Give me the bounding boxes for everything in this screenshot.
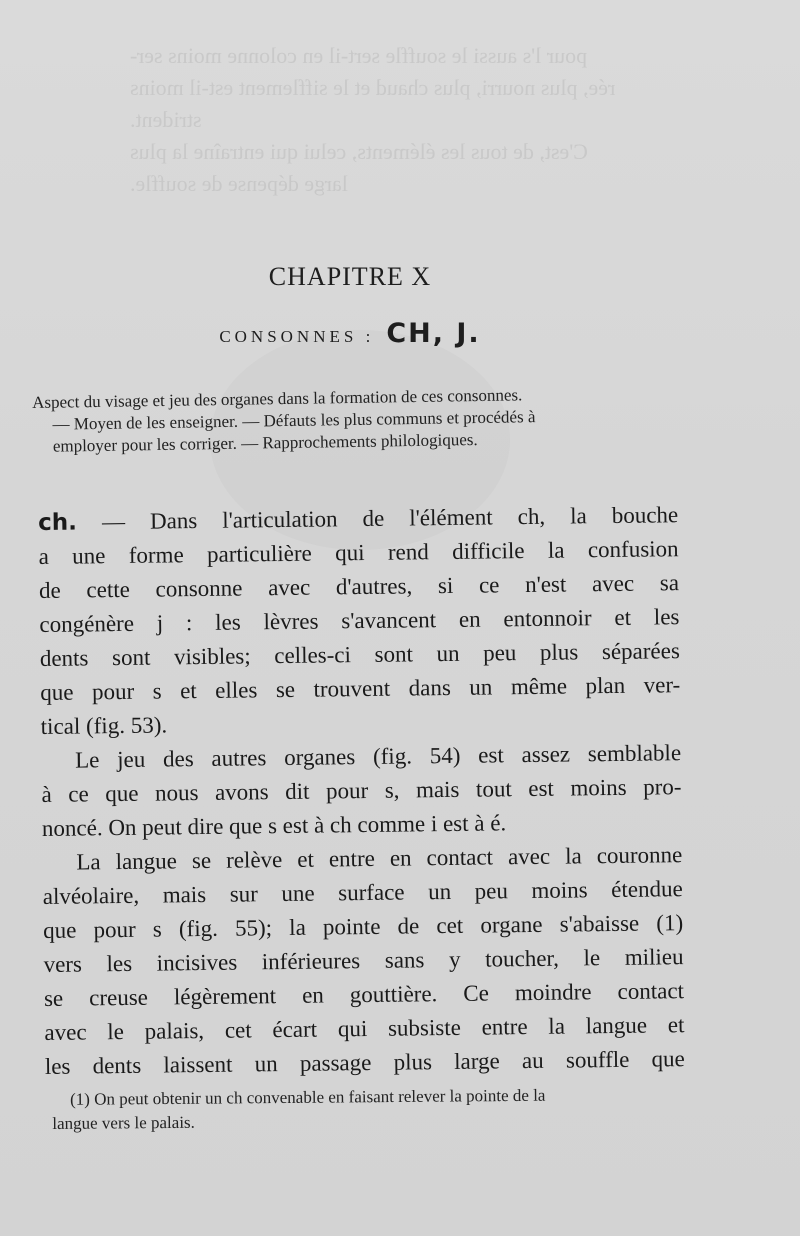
subtitle-letters: CH, J.: [386, 318, 481, 349]
subtitle-label: CONSONNES :: [219, 327, 375, 346]
lead-word: ch.: [38, 509, 78, 536]
chapter-title: CHAPITRE X: [268, 262, 432, 291]
chapter-summary: [32, 382, 683, 458]
body-line: les dents laissent un passage plus large au souffle que: [44, 1046, 685, 1079]
summary-line: employer pour les corriger. — Rapprochements philologiques.: [52, 430, 478, 456]
body-line: avec le palais, cet écart qui subsiste entre la langue et: [44, 1012, 685, 1045]
body-line: tical (fig. 53).: [40, 712, 168, 739]
body-line: se creuse légèrement en gouttière. Ce moindre contact: [43, 978, 685, 1011]
body-line: de cette consonne avec d'autres, si ce n'est avec sa: [38, 570, 680, 603]
body-line: que pour s (fig. 55); la pointe de cet organe s'abaisse (1): [43, 910, 684, 943]
body-line: noncé. On peut dire que s est à ch comme i est à é.: [41, 810, 507, 841]
summary-line: — Moyen de les enseigner. — Défauts les plus communs et procédés à: [52, 407, 536, 434]
body-line: Le jeu des autres organes (fig. 54) est assez semblable: [74, 740, 682, 773]
bleed-through-text: [0, 40, 800, 200]
footnote: [52, 1082, 702, 1136]
footnote-line: langue vers le palais.: [52, 1112, 195, 1133]
bleed-line: large dépense de souffle.: [130, 171, 348, 196]
body-line: que pour s et elles se trouvent dans un même plan ver-: [40, 672, 681, 705]
body-text: [38, 498, 685, 1084]
body-line: vers les incisives inférieures sans y toucher, le milieu: [43, 944, 684, 977]
body-line: alvéolaire, mais sur une surface un peu moins étendue: [42, 876, 683, 909]
summary-line: Aspect du visage et jeu des organes dans la formation de ces consonnes.: [32, 385, 523, 412]
bleed-line: rée, plus nourri, plus chaud et le sifflement est-il moins: [130, 75, 616, 100]
body-line: dents sont visibles; celles-ci sont un peu plus séparées: [39, 638, 680, 671]
chapter-subtitle: [0, 318, 700, 349]
bleed-line: C'est, de tous les éléments, celui qui entraîne la plus: [130, 139, 588, 164]
footnote-line: (1) On peut obtenir un ch convenable en faisant relever la pointe de la: [70, 1085, 546, 1109]
body-line: La langue se relève et entre en contact avec la couronne: [76, 842, 683, 875]
bleed-line: strident.: [130, 107, 202, 132]
body-line: à ce que nous avons dit pour s, mais tout est moins pro-: [41, 774, 682, 807]
bleed-line: pour l's aussi le souffle sert-il en colonne moins ser-: [130, 43, 588, 68]
body-line-text: — Dans l'articulation de l'élément ch, la bouche: [101, 502, 679, 535]
body-line: a une forme particulière qui rend difficile la confusion: [38, 536, 679, 569]
body-line: congénère j : les lèvres s'avancent en entonnoir et les: [39, 604, 680, 637]
